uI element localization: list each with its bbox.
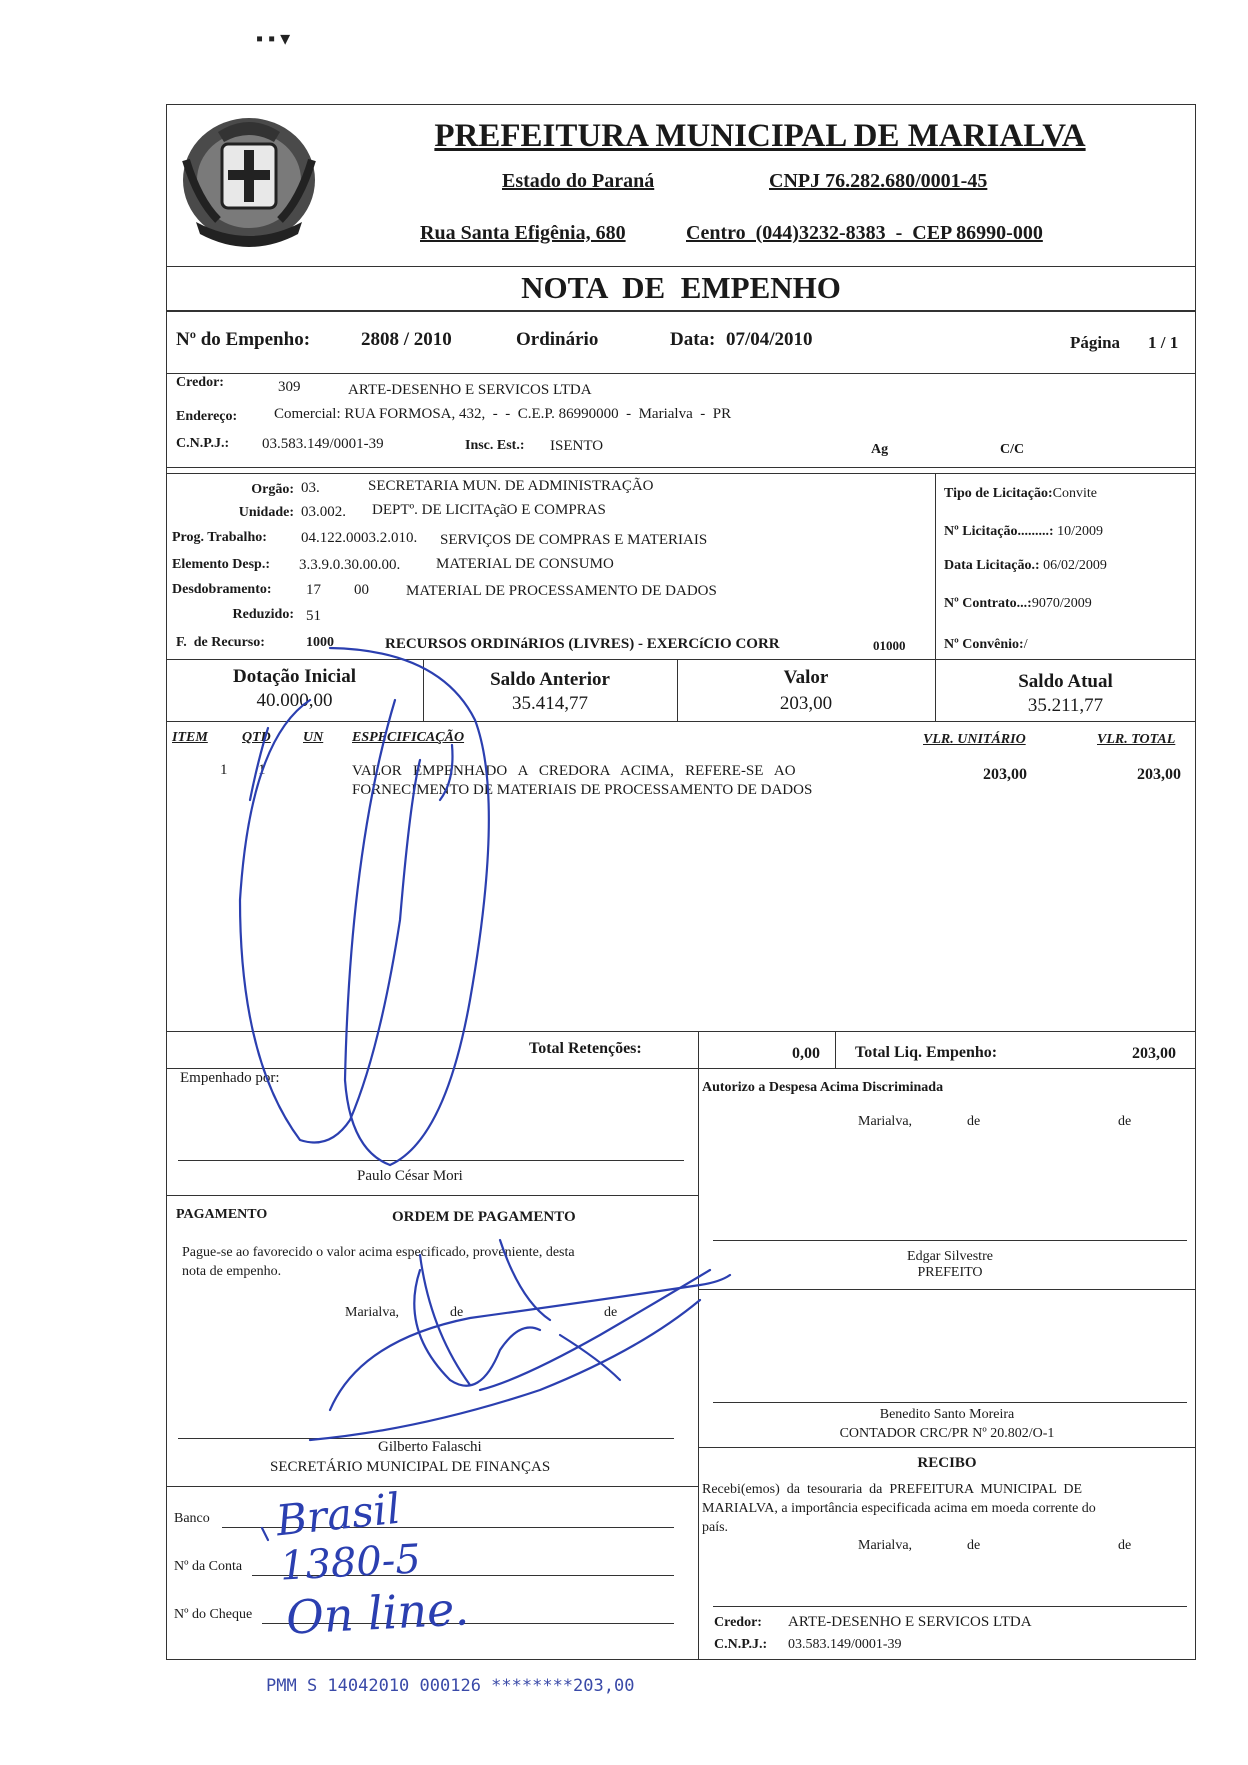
- address-street: Rua Santa Efigênia, 680: [420, 222, 626, 244]
- total-liquido-value: 203,00: [1132, 1045, 1176, 1062]
- cnpj-header: CNPJ 76.282.680/0001-45: [769, 170, 988, 192]
- recibo-cnpj-label: C.N.P.J.:: [714, 1637, 768, 1652]
- ordem-de-1: de: [450, 1305, 464, 1320]
- col-qtd-header: QTD: [242, 730, 271, 745]
- licitacao-number-label: Nº Licitação.........: 10/2009: [944, 524, 1103, 539]
- recibo-text-line1: Recebi(emos) da tesouraria da PREFEITURA MUNICIPAL DE: [702, 1482, 1083, 1497]
- empenhado-por-label: Empenhado por:: [180, 1070, 280, 1086]
- ordem-city: Marialva,: [345, 1305, 400, 1320]
- creditor-code: 309: [278, 379, 301, 395]
- pagamento-label: PAGAMENTO: [176, 1207, 268, 1222]
- creditor-name: ARTE-DESENHO E SERVICOS LTDA: [348, 382, 592, 398]
- recibo-city: Marialva,: [858, 1538, 913, 1553]
- saldo-anterior-label: Saldo Anterior: [490, 669, 610, 690]
- creditor-insc-label: Insc. Est.:: [465, 438, 525, 453]
- saldo-atual-value: 35.211,77: [1027, 695, 1104, 716]
- elem-label: Elemento Desp.:: [172, 557, 270, 572]
- prog-code: 04.122.0003.2.010.: [301, 530, 418, 546]
- orgao-label: Orgão:: [251, 482, 294, 497]
- orgao-name: SECRETARIA MUN. DE ADMINISTRAÇÃO: [368, 478, 654, 494]
- recibo-text-line2: MARIALVA, a importância especificada acima em moeda corrente do: [702, 1501, 1096, 1516]
- bank-agency-label: Ag: [871, 442, 889, 457]
- contador-role: CONTADOR CRC/PR Nº 20.802/O-1: [839, 1426, 1055, 1441]
- empenhado-name: Paulo César Mori: [357, 1168, 463, 1184]
- banco-handwritten: Brasil: [273, 1483, 403, 1546]
- creditor-cnpj-label: C.N.P.J.:: [176, 436, 230, 451]
- reduzido-code: 51: [306, 608, 321, 624]
- item-total-value: 203,00: [1137, 766, 1181, 783]
- recibo-credor: ARTE-DESENHO E SERVICOS LTDA: [788, 1614, 1032, 1630]
- desd-code1: 17: [306, 582, 321, 598]
- convenio-label: Nº Convênio:/: [944, 637, 1028, 652]
- autorizo-de-1: de: [967, 1114, 981, 1129]
- prog-name: SERVIÇOS DE COMPRAS E MATERIAIS: [440, 532, 708, 548]
- prog-label: Prog. Trabalho:: [172, 530, 267, 545]
- col-spec-header: ESPECIFICAÇÃO: [352, 730, 465, 745]
- empenho-date-label: Data:: [670, 329, 716, 350]
- unidade-name: DEPTº. DE LICITAçãO E COMPRAS: [372, 502, 606, 518]
- desd-name: MATERIAL DE PROCESSAMENTO DE DADOS: [406, 583, 717, 599]
- municipality-title: PREFEITURA MUNICIPAL DE MARIALVA: [434, 118, 1086, 154]
- valor-label: Valor: [783, 667, 829, 688]
- prefeito-role: PREFEITO: [917, 1265, 983, 1280]
- dotacao-label: Dotação Inicial: [233, 666, 356, 687]
- licitacao-date-label: Data Licitação.: 06/02/2009: [944, 558, 1107, 573]
- recibo-cnpj: 03.583.149/0001-39: [788, 1637, 902, 1652]
- valor-value: 203,00: [779, 693, 833, 714]
- desd-code2: 00: [354, 582, 369, 598]
- col-unit-header: VLR. UNITÁRIO: [923, 732, 1026, 747]
- saldo-anterior-value: 35.414,77: [512, 693, 588, 714]
- empenho-type: Ordinário: [516, 329, 599, 350]
- recibo-de-2: de: [1118, 1538, 1132, 1553]
- saldo-atual-label: Saldo Atual: [1018, 671, 1113, 692]
- item-number: 1: [220, 762, 228, 778]
- ordem-text-line1: Pague-se ao favorecido o valor acima especificado, proveniente, desta: [182, 1245, 575, 1260]
- licitacao-type-label: Tipo de Licitação:Convite: [944, 486, 1097, 501]
- fonte-suffix: 01000: [873, 638, 906, 653]
- document-title: NOTA DE EMPENHO: [521, 270, 841, 305]
- cashier-stamp: PMM S 14042010 000126 ********203,00: [266, 1676, 635, 1696]
- address-rest: Centro (044)3232-8383 - CEP 86990-000: [686, 222, 1043, 244]
- desd-label: Desdobramento:: [172, 582, 272, 597]
- dotacao-value: 40.000,00: [256, 690, 333, 711]
- autorizo-text: Autorizo a Despesa Acima Discriminada: [702, 1080, 944, 1095]
- fonte-name: RECURSOS ORDINáRIOS (LIVRES) - EXERCíCIO CORR: [385, 636, 780, 652]
- empenho-date: 07/04/2010: [726, 329, 813, 350]
- empenho-number: 2808 / 2010: [361, 329, 452, 350]
- recibo-credor-label: Credor:: [714, 1615, 762, 1630]
- prefeito-name: Edgar Silvestre: [907, 1249, 993, 1264]
- unidade-label: Unidade:: [238, 505, 294, 520]
- elem-code: 3.3.9.0.30.00.00.: [299, 557, 401, 573]
- ordem-pagamento-title: ORDEM DE PAGAMENTO: [392, 1209, 576, 1225]
- item-unit-value: 203,00: [983, 766, 1027, 783]
- creditor-address-label: Endereço:: [176, 409, 238, 424]
- col-un-header: UN: [303, 730, 324, 745]
- secretario-name: Gilberto Falaschi: [378, 1439, 482, 1455]
- total-liquido-label: Total Liq. Empenho:: [855, 1044, 998, 1061]
- secretario-role: SECRETÁRIO MUNICIPAL DE FINANÇAS: [270, 1459, 551, 1475]
- recibo-de-1: de: [967, 1538, 981, 1553]
- creditor-insc: ISENTO: [550, 438, 604, 454]
- conta-handwritten: 1380-5: [278, 1536, 422, 1590]
- fonte-code: 1000: [306, 635, 334, 650]
- creditor-address: Comercial: RUA FORMOSA, 432, - - C.E.P. 86990000 - Marialva - PR: [274, 406, 732, 422]
- recibo-text-line3: país.: [702, 1520, 729, 1535]
- ordem-de-2: de: [604, 1305, 618, 1320]
- col-total-header: VLR. TOTAL: [1097, 732, 1176, 747]
- creditor-cnpj: 03.583.149/0001-39: [262, 436, 384, 452]
- creditor-label: Credor:: [176, 375, 224, 390]
- state-name: Estado do Paraná: [502, 170, 655, 192]
- empenho-number-label: Nº do Empenho:: [176, 329, 311, 350]
- autorizo-city: Marialva,: [858, 1114, 913, 1129]
- item-qtd: 1: [258, 762, 266, 778]
- total-retencoes-label: Total Retenções:: [529, 1040, 642, 1057]
- page-number: 1 / 1: [1148, 333, 1179, 352]
- scan-speckle: ▪ ▪ ▾: [256, 28, 291, 50]
- recibo-title: RECIBO: [917, 1455, 977, 1471]
- page-label: Página: [1070, 333, 1121, 352]
- cheque-handwritten: On line.: [284, 1581, 471, 1645]
- contrato-label: Nº Contrato...:9070/2009: [944, 596, 1092, 611]
- ordem-text-line2: nota de empenho.: [182, 1264, 282, 1279]
- autorizo-de-2: de: [1118, 1114, 1132, 1129]
- item-spec-line2: FORNECIMENTO DE MATERIAIS DE PROCESSAMENTO DE DADOS: [352, 782, 813, 798]
- unidade-code: 03.002.: [301, 504, 346, 520]
- conta-label: Nº da Conta: [174, 1559, 243, 1574]
- banco-label: Banco: [174, 1511, 210, 1526]
- reduzido-label: Reduzido:: [232, 607, 294, 622]
- total-retencoes-value: 0,00: [792, 1045, 820, 1062]
- orgao-code: 03.: [301, 480, 320, 496]
- contador-name: Benedito Santo Moreira: [879, 1407, 1015, 1422]
- cheque-label: Nº do Cheque: [174, 1607, 253, 1622]
- bank-account-label: C/C: [1000, 442, 1025, 457]
- elem-name: MATERIAL DE CONSUMO: [436, 556, 614, 572]
- item-spec-line1: VALOR EMPENHADO A CREDORA ACIMA, REFERE-SE AO: [352, 763, 796, 779]
- col-item-header: ITEM: [172, 730, 208, 745]
- coat-of-arms-logo: [178, 110, 320, 258]
- fonte-label: F. de Recurso:: [176, 635, 265, 650]
